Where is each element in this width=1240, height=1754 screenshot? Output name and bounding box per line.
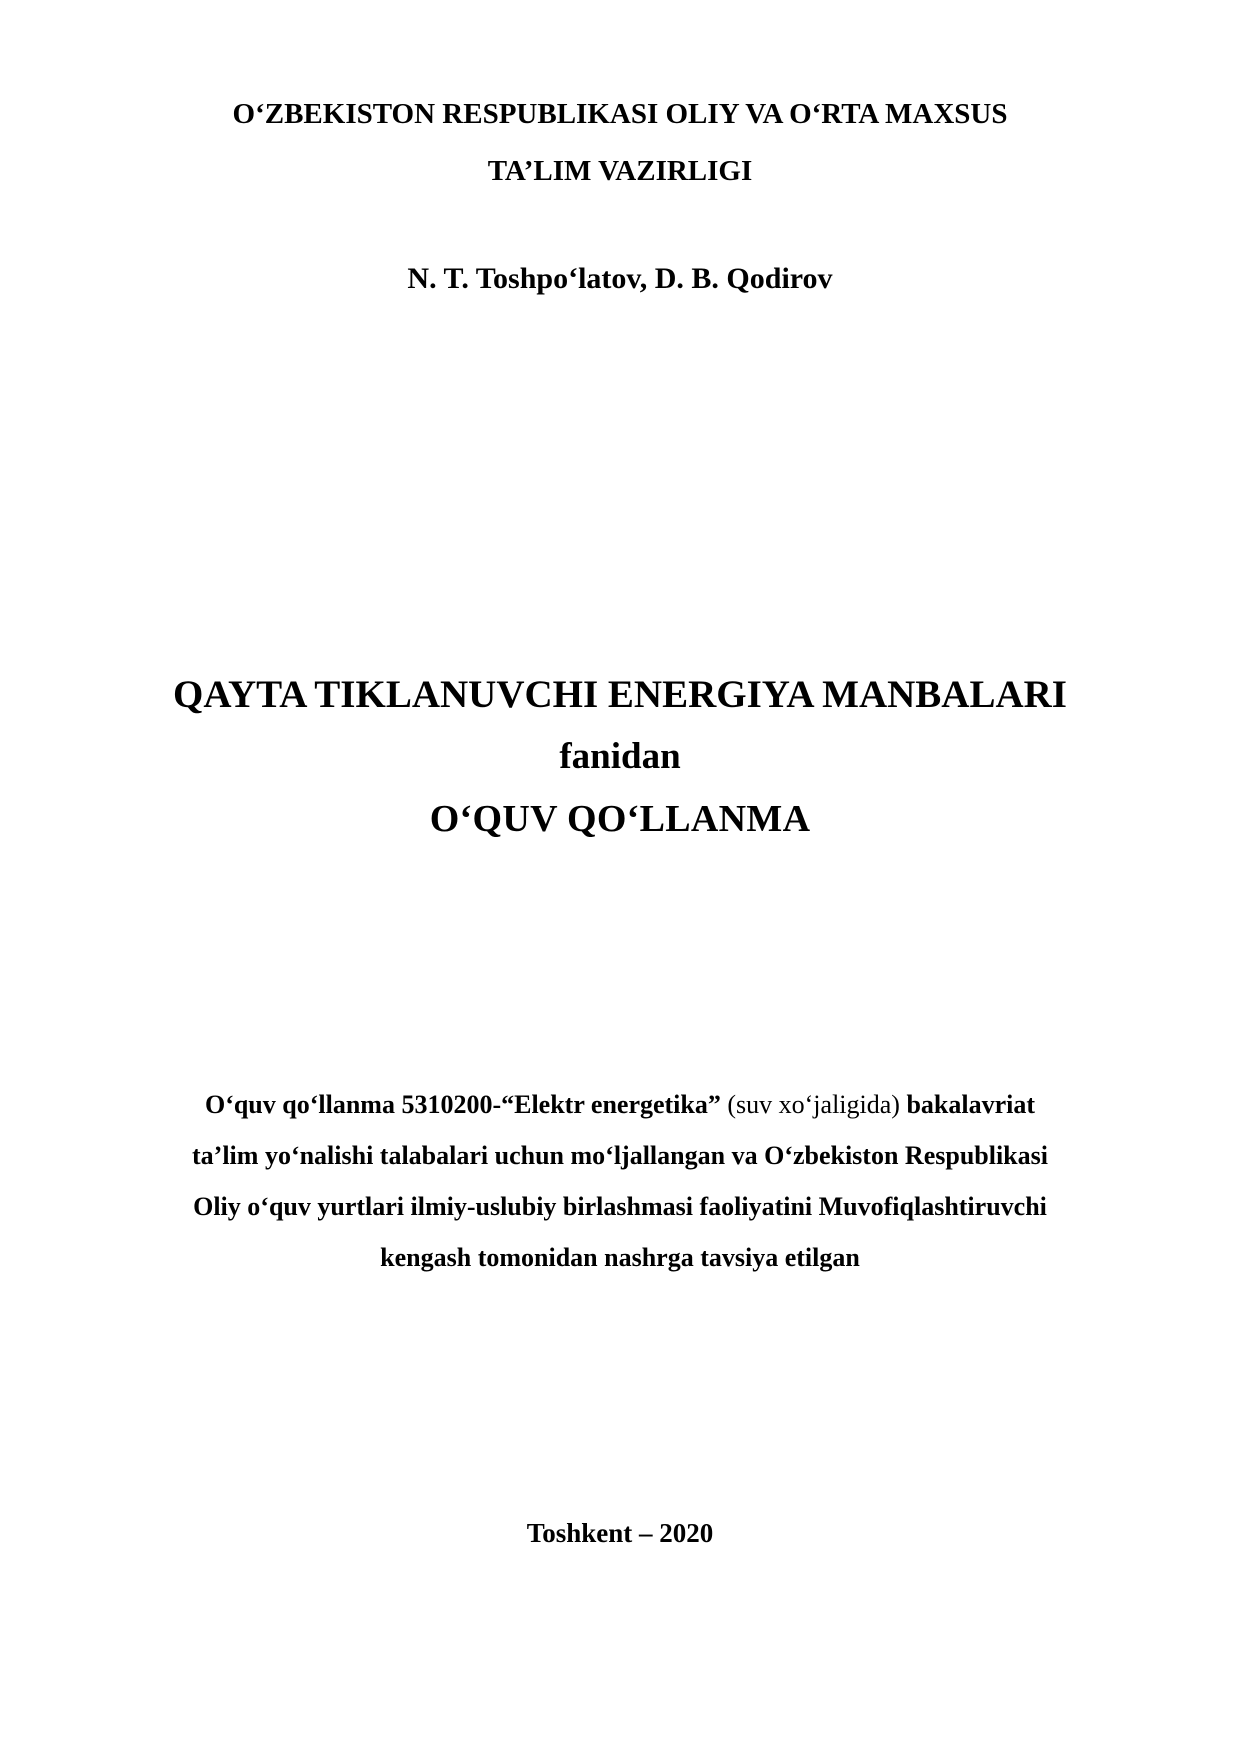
description-line-3: Oliy o‘quv yurtlari ilmiy-uslubiy birlashmasi faoliyatini Muvofiqlashtiruvchi — [193, 1192, 1047, 1221]
description-line-2: ta’lim yo‘nalishi talabalari uchun mo‘ljallangan va O‘zbekiston Respublikasi — [192, 1141, 1048, 1170]
description-line-1 — [0, 1079, 1240, 1130]
description-line-4: kengash tomonidan nashrga tavsiya etilgan — [380, 1243, 860, 1272]
ministry-line-1: O‘ZBEKISTON RESPUBLIKASI OLIY VA O‘RTA MAXSUS — [232, 98, 1008, 130]
ministry-header — [0, 86, 1240, 200]
title-main: QAYTA TIKLANUVCHI ENERGIYA MANBALARI — [173, 673, 1067, 716]
title-doc-type: O‘QUV QO‘LLANMA — [429, 798, 811, 840]
document-title — [0, 664, 1240, 850]
description-line-1-part-1: O‘quv qo‘llanma 5310200-“Elektr energetika” — [204, 1090, 721, 1119]
description — [0, 1079, 1240, 1283]
place-year: Toshkent – 2020 — [526, 1518, 714, 1548]
title-subject-suffix: fanidan — [559, 736, 681, 777]
description-line-1-part-3: bakalavriat — [906, 1090, 1036, 1119]
ministry-line-2: TA’LIM VAZIRLIGI — [487, 155, 753, 187]
description-line-1-part-2: (suv xo‘jaligida) — [720, 1090, 907, 1119]
authors: N. T. Toshpo‘latov, D. B. Qodirov — [407, 262, 833, 295]
